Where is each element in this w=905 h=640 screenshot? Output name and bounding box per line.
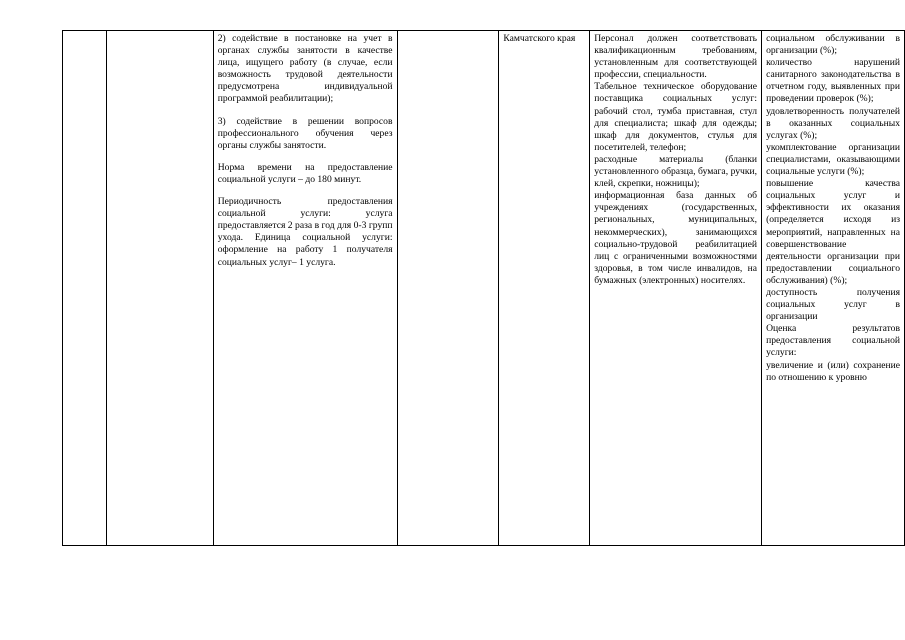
indicator-line: социальном обслуживании в организации (%); bbox=[766, 33, 900, 57]
table-row bbox=[63, 31, 905, 546]
conditions-line: Персонал должен соответствовать квалификационным требованиям, установленным для соответствующей профессии, специальности. bbox=[594, 33, 758, 81]
cell-service-name bbox=[106, 31, 213, 546]
periodicity-paragraph: Периодичность предоставления социальной услуги: услуга предоставляется 2 раза в год для 0-3 групп ухода. Единица социальной услуги: оформление на работу 1 получателя социальных услуг– 1 услуга. bbox=[217, 196, 393, 268]
cell-quality-indicators bbox=[762, 31, 905, 546]
indicator-line: удовлетворенность получателей в оказанных социальных услугах (%); bbox=[766, 105, 900, 141]
conditions-line: информационная база данных об учреждениях (государственных, региональных, муниципальных, некоммерческих), занимающихся социально-трудовой реабилитацией лиц с ограниченными возможностями здоровья, в том числе инвалидов, на бумажных (электронных) носителях. bbox=[594, 190, 758, 286]
cell-service-description bbox=[213, 31, 397, 546]
description-paragraph: 2) содействие в постановке на учет в органах службы занятости в качестве лица, ищущего работу (в случае, если возможность трудовой деятельности предусмотрена индивидуальной программой реабилитации); bbox=[217, 33, 393, 105]
time-norm-paragraph: Норма времени на предоставление социальной услуги – до 180 минут. bbox=[217, 161, 393, 185]
cell-empty bbox=[397, 31, 499, 546]
description-paragraph: 3) содействие в решении вопросов профессионального обучения через органы службы занятости. bbox=[217, 115, 393, 151]
cell-conditions bbox=[590, 31, 762, 546]
indicator-line: увеличение и (или) сохранение по отношению к уровню bbox=[766, 359, 900, 383]
legal-basis-text: Камчатского края bbox=[503, 33, 576, 44]
indicator-line: количество нарушений санитарного законодательства в отчетном году, выявленных при проведении проверок (%); bbox=[766, 57, 900, 105]
cell-legal-basis bbox=[499, 31, 590, 546]
indicator-line: доступность получения социальных услуг в организации bbox=[766, 286, 900, 323]
conditions-line: Табельное техническое оборудование поставщика социальных услуг: рабочий стол, тумба приставная, стул для специалиста; шкаф для одежды; шкаф для документов, стулья для посетителей, телефон; bbox=[594, 81, 758, 153]
indicator-line: повышение качества социальных услуг и эффективности их оказания (определяется исходя из мероприятий, направленных на совершенствование деятельности организации при предоставлении социального обслуживания) (%); bbox=[766, 178, 900, 286]
cell-number bbox=[63, 31, 107, 546]
service-standard-table bbox=[62, 30, 905, 546]
conditions-line: расходные материалы (бланки установленного образца, бумага, ручки, клей, скрепки, ножницы); bbox=[594, 153, 758, 190]
indicator-line: укомплектование организации специалистами, оказывающими социальные услуги (%); bbox=[766, 141, 900, 178]
indicator-line: Оценка результатов предоставления социальной услуги: bbox=[766, 323, 900, 359]
